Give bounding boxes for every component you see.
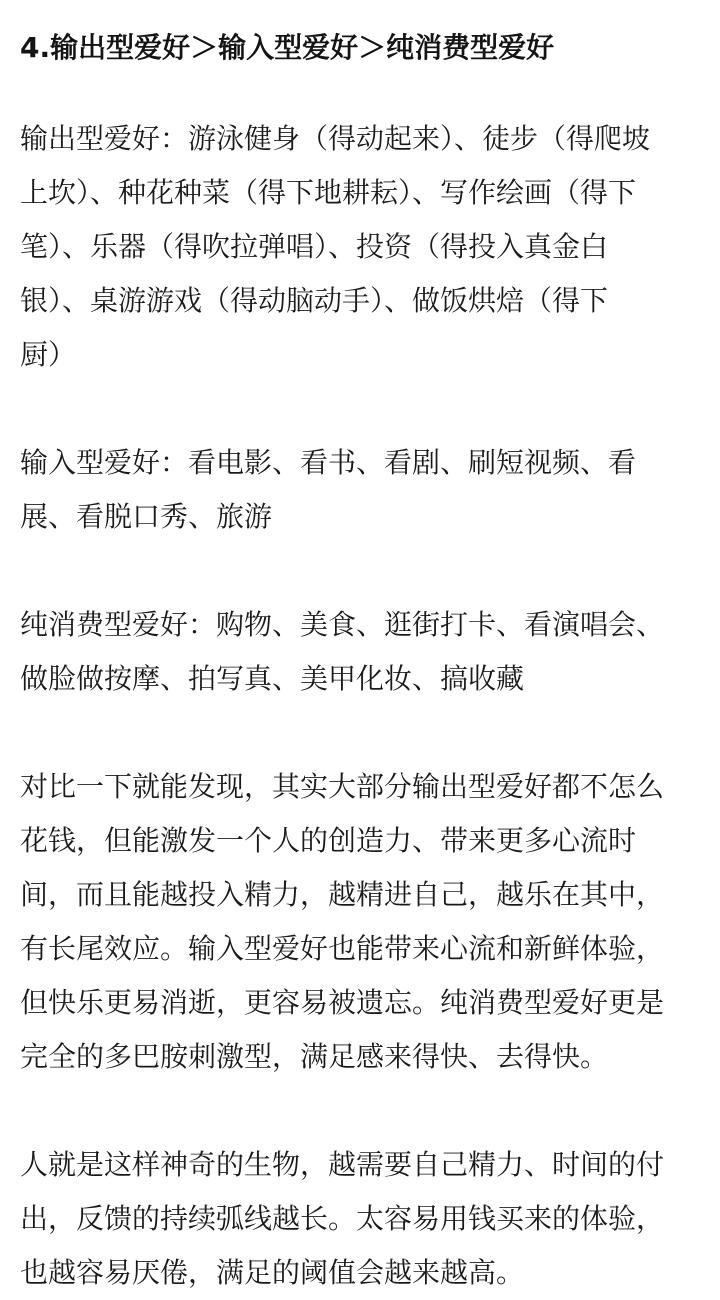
section-heading: 4.输出型爱好＞输入型爱好＞纯消费型爱好: [20, 31, 555, 64]
paragraph-line: 花钱，但能激发一个人的创造力、带来更多心流时: [20, 824, 637, 857]
paragraph-line: 银）、桌游游戏（得动脑动手）、做饭烘焙（得下: [20, 284, 609, 317]
paragraph-line: 间，而且能越投入精力，越精进自己，越乐在其中，: [20, 878, 665, 911]
paragraph-output-hobbies: [20, 112, 700, 382]
paragraph-line: 人就是这样神奇的生物，越需要自己精力、时间的付: [20, 1148, 665, 1181]
paragraph-comparison: [20, 760, 700, 1084]
paragraph-line: 但快乐更易消逝，更容易被遗忘。纯消费型爱好更是: [20, 986, 665, 1019]
paragraph-line: 笔）、乐器（得吹拉弹唱）、投资（得投入真金白: [20, 230, 609, 263]
paragraph-line: 也越容易厌倦，满足的阈值会越来越高。: [20, 1256, 525, 1289]
paragraph-input-hobbies: [20, 436, 700, 544]
paragraph-line: 输出型爱好：游泳健身（得动起来）、徒步（得爬坡: [20, 122, 651, 155]
paragraph-line: 完全的多巴胺刺激型，满足感来得快、去得快。: [20, 1040, 609, 1073]
paragraph-consumption-hobbies: [20, 598, 700, 706]
paragraph-line: 有长尾效应。输入型爱好也能带来心流和新鲜体验，: [20, 932, 665, 965]
paragraph-line: 做脸做按摩、拍写真、美甲化妆、搞收藏: [20, 662, 525, 695]
paragraph-line: 纯消费型爱好：购物、美食、逛街打卡、看演唱会、: [20, 608, 665, 641]
paragraph-line: 厨）: [20, 338, 77, 371]
paragraph-line: 上坎）、种花种菜（得下地耕耘）、写作绘画（得下: [20, 176, 637, 209]
paragraph-line: 出，反馈的持续弧线越长。太容易用钱买来的体验，: [20, 1202, 665, 1235]
paragraph-line: 展、看脱口秀、旅游: [20, 500, 273, 533]
paragraph-line: 输入型爱好：看电影、看书、看剧、刷短视频、看: [20, 446, 637, 479]
paragraph-line: 对比一下就能发现，其实大部分输出型爱好都不怎么: [20, 770, 665, 803]
